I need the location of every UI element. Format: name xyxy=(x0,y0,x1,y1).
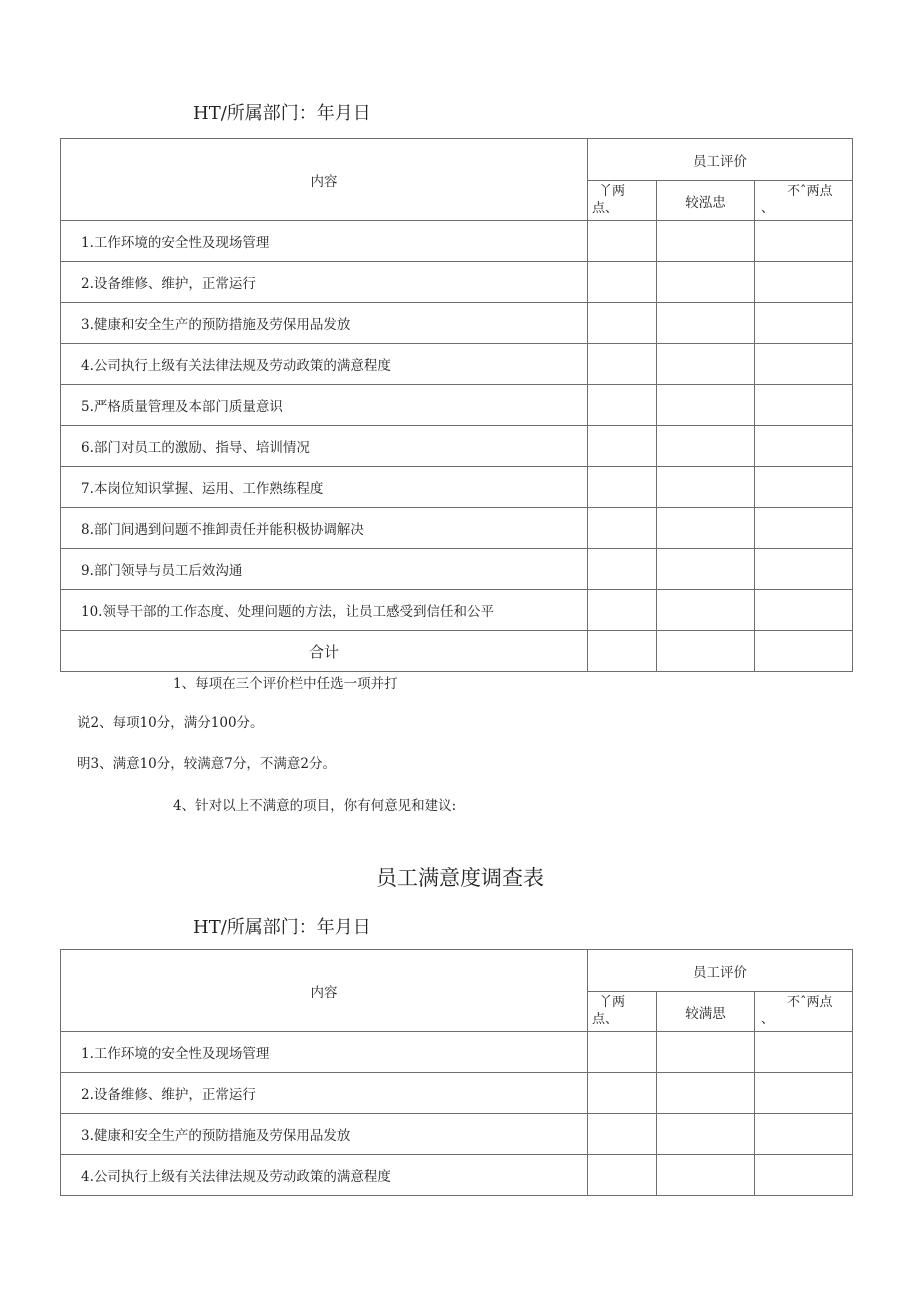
table-row xyxy=(61,221,853,262)
satisfied-cell[interactable] xyxy=(588,467,657,508)
fairly-satisfied-cell[interactable] xyxy=(657,508,755,549)
fairly-satisfied-cell[interactable] xyxy=(657,1073,755,1114)
dissatisfied-column-header xyxy=(755,992,853,1032)
table-row xyxy=(61,1114,853,1155)
table-row xyxy=(61,426,853,467)
fairly-satisfied-cell[interactable] xyxy=(657,344,755,385)
department-date-line-2: HT/所属部门：年月日 xyxy=(193,917,371,938)
item-label: 7.本岗位知识掌握、运用、工作熟练程度 xyxy=(61,467,588,508)
satisfied-cell[interactable] xyxy=(588,1032,657,1073)
table-row xyxy=(61,467,853,508)
fairly-satisfied-cell[interactable] xyxy=(657,385,755,426)
table-row xyxy=(61,385,853,426)
satisfied-column-header xyxy=(588,181,657,221)
item-label: 2.设备维修、维护，正常运行 xyxy=(61,1073,588,1114)
item-label: 9.部门领导与员工后效沟通 xyxy=(61,549,588,590)
item-label: 6.部门对员工的激励、指导、培训情况 xyxy=(61,426,588,467)
table-row xyxy=(61,549,853,590)
dissatisfied-cell[interactable] xyxy=(755,1114,853,1155)
satisfied-cell[interactable] xyxy=(588,262,657,303)
satisfied-label-bottom: 点、 xyxy=(592,1012,619,1027)
note-3: 明3、满意10分，较满意7分，不满意2分。 xyxy=(77,756,336,772)
dissatisfied-cell[interactable] xyxy=(755,508,853,549)
dissatisfied-label-top: 不ˆ两点 xyxy=(787,184,833,199)
table-row xyxy=(61,262,853,303)
fairly-satisfied-total-cell[interactable] xyxy=(657,631,755,672)
fairly-satisfied-cell[interactable] xyxy=(657,303,755,344)
item-label: 1.工作环境的安全性及现场管理 xyxy=(61,1032,588,1073)
satisfied-cell[interactable] xyxy=(588,303,657,344)
satisfied-label-bottom: 点、 xyxy=(592,201,619,216)
fairly-satisfied-cell[interactable] xyxy=(657,262,755,303)
employee-evaluation-header: 员工评价 xyxy=(588,139,853,181)
satisfied-cell[interactable] xyxy=(588,426,657,467)
satisfied-column-header xyxy=(588,992,657,1032)
dissatisfied-cell[interactable] xyxy=(755,1155,853,1196)
item-label: 3.健康和安全生产的预防措施及劳保用品发放 xyxy=(61,1114,588,1155)
table-row xyxy=(61,508,853,549)
satisfaction-table-2 xyxy=(60,949,853,1196)
dissatisfied-cell[interactable] xyxy=(755,385,853,426)
employee-evaluation-header: 员工评价 xyxy=(588,950,853,992)
note-2: 说2、每项10分，满分100分。 xyxy=(77,715,264,731)
table-row xyxy=(61,344,853,385)
satisfied-cell[interactable] xyxy=(588,344,657,385)
satisfied-label-top: 丫两 xyxy=(599,184,626,199)
satisfied-total-cell[interactable] xyxy=(588,631,657,672)
department-date-line: HT/所属部门：年月日 xyxy=(193,103,371,124)
note-1: 1、每项在三个评价栏中任选一项并打 xyxy=(173,676,398,692)
dissatisfied-cell[interactable] xyxy=(755,262,853,303)
dissatisfied-total-cell[interactable] xyxy=(755,631,853,672)
dissatisfied-cell[interactable] xyxy=(755,303,853,344)
satisfied-cell[interactable] xyxy=(588,1114,657,1155)
fairly-satisfied-cell[interactable] xyxy=(657,1114,755,1155)
fairly-satisfied-cell[interactable] xyxy=(657,1032,755,1073)
dissatisfied-cell[interactable] xyxy=(755,1032,853,1073)
fairly-satisfied-column-header: 较满思 xyxy=(657,992,755,1032)
dissatisfied-cell[interactable] xyxy=(755,549,853,590)
fairly-satisfied-column-header: 较泓忠 xyxy=(657,181,755,221)
dissatisfied-cell[interactable] xyxy=(755,426,853,467)
satisfied-cell[interactable] xyxy=(588,1155,657,1196)
item-label: 10.领导干部的工作态度、处理问题的方法，让员工感受到信任和公平 xyxy=(61,590,588,631)
fairly-satisfied-cell[interactable] xyxy=(657,590,755,631)
satisfied-cell[interactable] xyxy=(588,549,657,590)
total-label: 合计 xyxy=(61,631,588,672)
satisfied-cell[interactable] xyxy=(588,590,657,631)
dissatisfied-cell[interactable] xyxy=(755,221,853,262)
total-row xyxy=(61,631,853,672)
item-label: 8.部门间遇到问题不推卸责任并能积极协调解决 xyxy=(61,508,588,549)
item-label: 1.工作环境的安全性及现场管理 xyxy=(61,221,588,262)
item-label: 4.公司执行上级有关法律法规及劳动政策的满意程度 xyxy=(61,1155,588,1196)
note-4: 4、针对以上不满意的项目，你有何意见和建议: xyxy=(173,798,457,814)
item-label: 3.健康和安全生产的预防措施及劳保用品发放 xyxy=(61,303,588,344)
dissatisfied-cell[interactable] xyxy=(755,590,853,631)
satisfied-cell[interactable] xyxy=(588,221,657,262)
table-row xyxy=(61,590,853,631)
satisfied-label-top: 丫两 xyxy=(599,995,626,1010)
fairly-satisfied-cell[interactable] xyxy=(657,467,755,508)
content-header: 内容 xyxy=(61,139,588,221)
dissatisfied-label-bottom: 、 xyxy=(761,1012,775,1027)
fairly-satisfied-cell[interactable] xyxy=(657,426,755,467)
dissatisfied-column-header xyxy=(755,181,853,221)
satisfied-cell[interactable] xyxy=(588,385,657,426)
dissatisfied-cell[interactable] xyxy=(755,467,853,508)
fairly-satisfied-cell[interactable] xyxy=(657,549,755,590)
item-label: 4.公司执行上级有关法律法规及劳动政策的满意程度 xyxy=(61,344,588,385)
dissatisfied-label-top: 不ˆ两点 xyxy=(787,995,833,1010)
item-label: 5.严格质量管理及本部门质量意识 xyxy=(61,385,588,426)
dissatisfied-cell[interactable] xyxy=(755,1073,853,1114)
dissatisfied-cell[interactable] xyxy=(755,344,853,385)
satisfied-cell[interactable] xyxy=(588,508,657,549)
satisfied-cell[interactable] xyxy=(588,1073,657,1114)
satisfaction-table-1 xyxy=(60,138,853,672)
page-title: 员工满意度调查表 xyxy=(376,866,544,890)
table-row xyxy=(61,303,853,344)
table-row xyxy=(61,1155,853,1196)
dissatisfied-label-bottom: 、 xyxy=(761,201,775,216)
fairly-satisfied-cell[interactable] xyxy=(657,221,755,262)
fairly-satisfied-cell[interactable] xyxy=(657,1155,755,1196)
table-row xyxy=(61,1032,853,1073)
table-row xyxy=(61,1073,853,1114)
item-label: 2.设备维修、维护，正常运行 xyxy=(61,262,588,303)
content-header: 内容 xyxy=(61,950,588,1032)
